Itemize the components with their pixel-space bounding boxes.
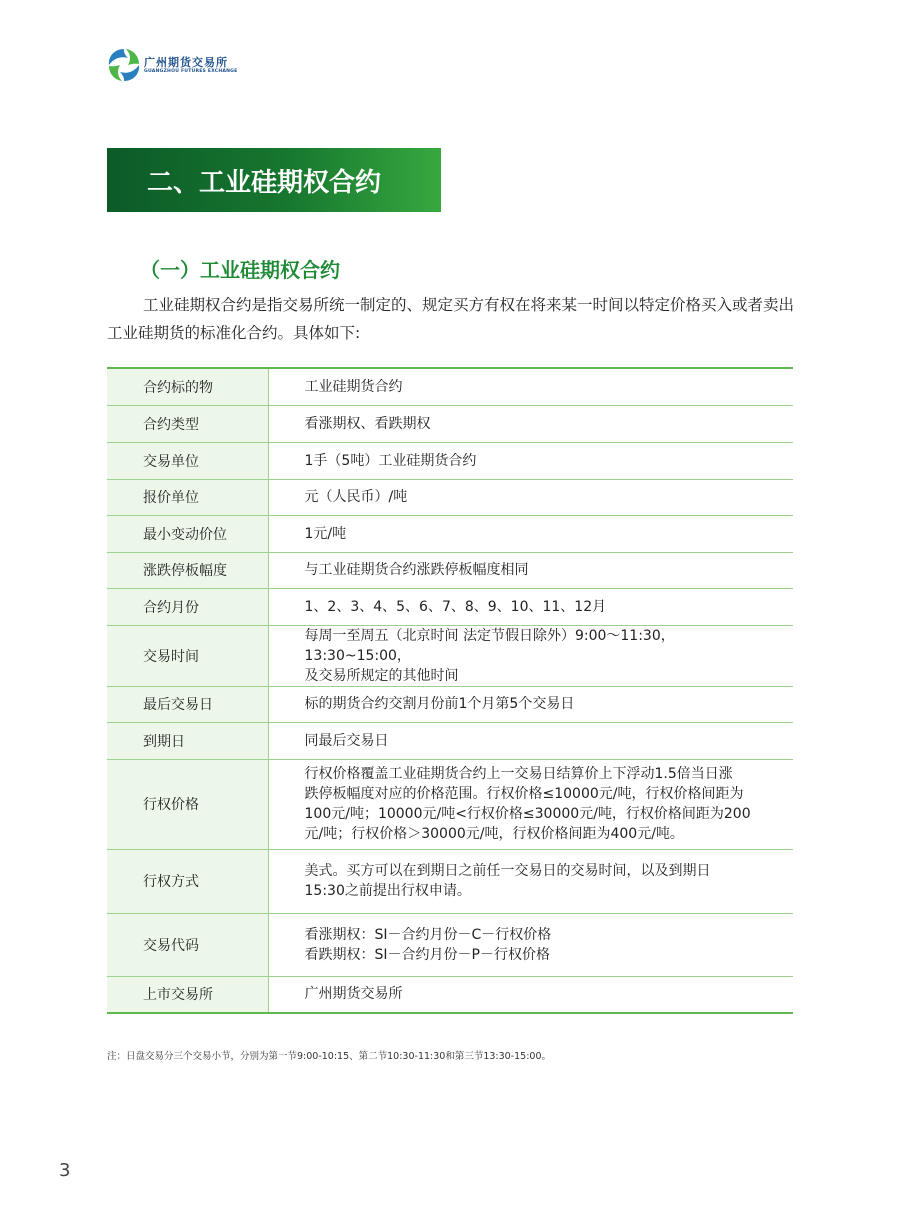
footnote: 注：日盘交易分三个交易小节，分别为第一节9:00-10:15、第二节10:30-11:30和第三节13:30-15:00。 (107, 1051, 552, 1062)
table-row (107, 368, 793, 405)
row-label: 交易时间 (107, 625, 268, 686)
row-value-line: 同最后交易日 (304, 732, 389, 749)
row-value-line: 美式。买方可以在到期日之前任一交易日的交易时间，以及到期日 (304, 863, 711, 879)
table-row (107, 442, 793, 479)
row-value (268, 405, 793, 442)
row-value-line: 100元/吨；10000元/吨<行权价格≤30000元/吨，行权价格间距为200 (304, 806, 751, 822)
row-value-line: 1、2、3、4、5、6、7、8、9、10、11、12月 (304, 598, 607, 615)
row-label: 交易代码 (107, 913, 268, 976)
row-label: 报价单位 (107, 479, 268, 515)
intro-text: 工业硅期权合约是指交易所统一制定的、规定买方有权在将来某一时间以特定价格买入或者卖出工业硅期货的标准化合约。具体如下: (107, 296, 795, 342)
row-label: 涨跌停板幅度 (107, 552, 268, 588)
row-label: 交易单位 (107, 442, 268, 479)
logo-english-name: GUANGZHOU FUTURES EXCHANGE (144, 69, 238, 74)
row-value-line: 广州期货交易所 (304, 986, 403, 1003)
row-value (268, 442, 793, 479)
row-value-line: 1元/吨 (304, 525, 347, 542)
chapter-title: 二、工业硅期权合约 (147, 168, 382, 198)
row-label: 最小变动价位 (107, 515, 268, 552)
intro-paragraph (107, 291, 797, 347)
row-value (268, 552, 793, 588)
section-title: （一）工业硅期权合约 (140, 258, 340, 282)
row-value-line: 及交易所规定的其他时间 (304, 667, 459, 684)
table-row (107, 913, 793, 976)
row-value (268, 976, 793, 1013)
row-value-line: 看涨期权：SI－合约月份－C－行权价格 (304, 926, 552, 943)
table-row (107, 722, 793, 759)
row-label: 合约标的物 (107, 368, 268, 405)
table-row (107, 515, 793, 552)
row-value-line: 看涨期权、看跌期权 (304, 415, 431, 432)
row-value (268, 759, 793, 849)
row-value-line: 看跌期权：SI－合约月份－P－行权价格 (304, 946, 550, 963)
row-label: 上市交易所 (107, 976, 268, 1013)
row-value (268, 588, 793, 625)
exchange-logo-icon (106, 46, 142, 84)
row-value-line: 工业硅期货合约 (304, 378, 403, 395)
table-row (107, 849, 793, 913)
table-row (107, 686, 793, 722)
row-value (268, 479, 793, 515)
table-row (107, 759, 793, 849)
contract-spec-table (107, 367, 793, 1014)
table-row (107, 976, 793, 1013)
chapter-banner (107, 148, 441, 212)
row-value-line: 跌停板幅度对应的价格范围。行权价格≤10000元/吨，行权价格间距为 (304, 786, 744, 802)
exchange-logo (106, 46, 256, 86)
table-row (107, 405, 793, 442)
row-value (268, 368, 793, 405)
row-value-line: 行权价格覆盖工业硅期货合约上一交易日结算价上下浮动1.5倍当日涨 (304, 766, 733, 782)
row-value (268, 722, 793, 759)
page-number: 3 (59, 1160, 71, 1181)
row-label: 合约类型 (107, 405, 268, 442)
table-row (107, 479, 793, 515)
row-label: 行权价格 (107, 759, 268, 849)
row-value-line: 元（人民币）/吨 (304, 489, 408, 505)
row-label: 最后交易日 (107, 686, 268, 722)
row-value (268, 686, 793, 722)
row-value-line: 1手（5吨）工业硅期货合约 (304, 452, 477, 469)
row-value (268, 515, 793, 552)
row-value (268, 849, 793, 913)
row-value-line: 标的期货合约交割月份前1个月第5个交易日 (304, 696, 575, 712)
logo-chinese-name: 广州期货交易所 (144, 56, 228, 69)
row-value (268, 913, 793, 976)
row-label: 行权方式 (107, 849, 268, 913)
table-row (107, 588, 793, 625)
row-value (268, 625, 793, 686)
row-label: 合约月份 (107, 588, 268, 625)
table-row (107, 625, 793, 686)
row-value-line: 与工业硅期货合约涨跌停板幅度相同 (304, 562, 529, 578)
row-value-line: 元/吨；行权价格＞30000元/吨，行权价格间距为400元/吨。 (304, 826, 684, 842)
row-value-line: 每周一至周五（北京时间 法定节假日除外）9:00～11:30，13:30~15:00， (304, 627, 675, 664)
row-value-line: 15:30之前提出行权申请。 (304, 883, 471, 899)
table-row (107, 552, 793, 588)
row-label: 到期日 (107, 722, 268, 759)
